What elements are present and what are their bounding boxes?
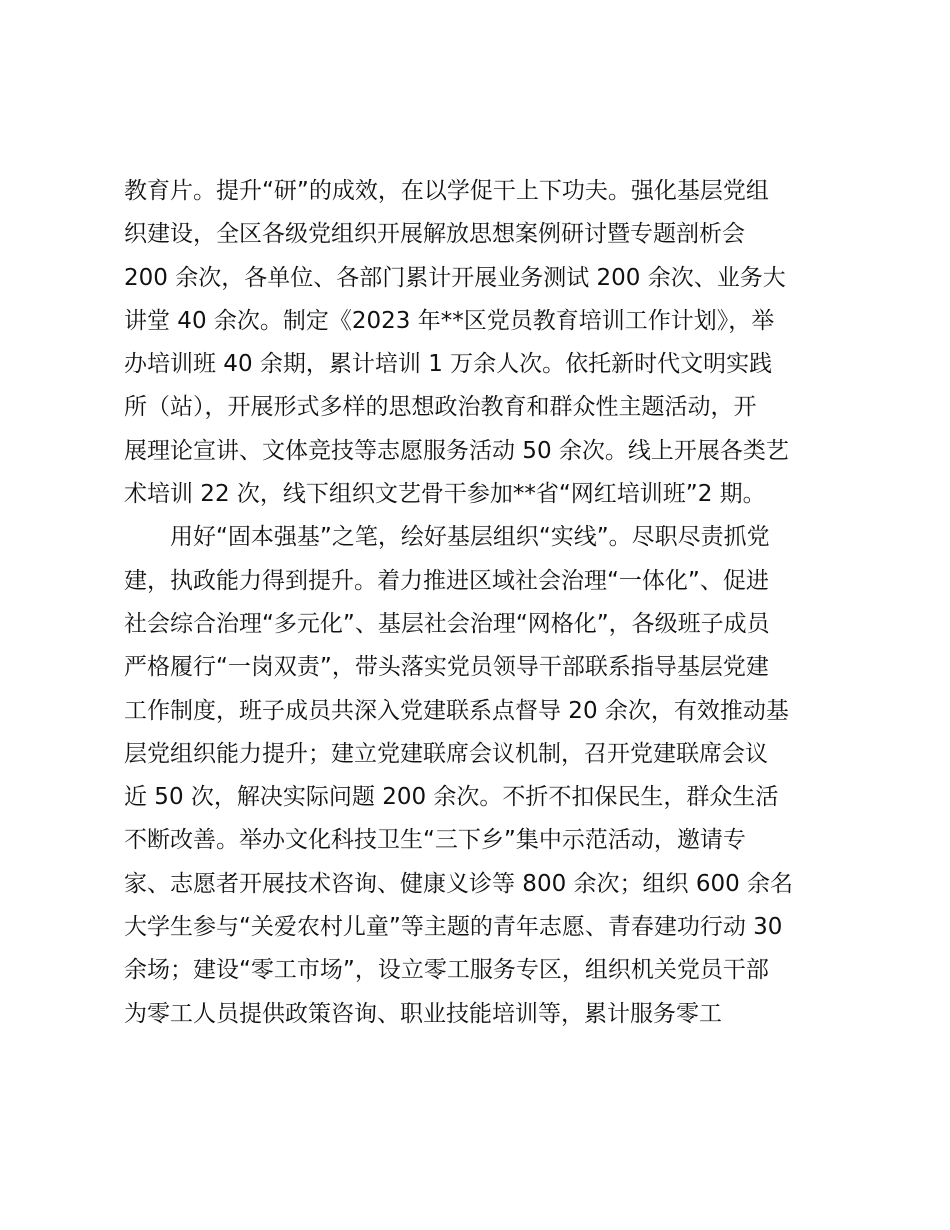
text-line: 为零工人员提供政策咨询、职业技能培训等，累计服务零工 [124,1000,722,1027]
text-line: 大学生参与“关爱农村儿童”等主题的青年志愿、青春建功行动 30 [124,914,783,941]
document-body [124,170,844,1036]
text-line: 工作制度，班子成员共深入党建联系点督导 20 余次，有效推动基 [124,697,789,724]
text-line: 不断改善。举办文化科技卫生“三下乡”集中示范活动，邀请专 [124,827,746,854]
text-line: 所（站），开展形式多样的思想政治教育和群众性主题活动，开 [124,394,757,421]
text-line: 织建设，全区各级党组织开展解放思想案例研讨暨专题剖析会 [124,221,745,248]
text-line: 术培训 22 次，线下组织文艺骨干参加**省“网红培训班”2 期。 [124,481,766,508]
text-line: 余场；建设“零工市场”，设立零工服务专区，组织机关党员干部 [124,957,769,984]
text-line: 严格履行“一岗双责”，带头落实党员领导干部联系指导基层党建 [124,654,769,681]
text-line: 层党组织能力提升；建立党建联席会议机制，召开党建联席会议 [124,740,768,767]
text-line: 家、志愿者开展技术咨询、健康义诊等 800 余次；组织 600 余名 [124,870,794,897]
text-line: 教育片。提升“研”的成效，在以学促干上下功夫。强化基层党组 [124,178,769,204]
text-line: 200 余次，各单位、各部门累计开展业务测试 200 余次、业务大 [124,264,786,291]
text-line: 近 50 次，解决实际问题 200 余次。不折不扣保民生，群众生活 [124,784,779,811]
text-line: 讲堂 40 余次。制定《2023 年**区党员教育培训工作计划》，举 [124,307,775,334]
paragraph [124,516,844,1036]
text-line: 展理论宣讲、文体竞技等志愿服务活动 50 余次。线上开展各类艺 [124,437,789,464]
text-line: 建，执政能力得到提升。着力推进区域社会治理“一体化”、促进 [124,567,769,594]
text-line: 用好“固本强基”之笔，绘好基层组织“实线”。尽职尽责抓党 [170,524,770,551]
text-line: 办培训班 40 余期，累计培训 1 万余人次。依托新时代文明实践 [124,351,773,378]
paragraph [124,170,844,516]
text-line: 社会综合治理“多元化”、基层社会治理“网格化”，各级班子成员 [124,610,770,637]
